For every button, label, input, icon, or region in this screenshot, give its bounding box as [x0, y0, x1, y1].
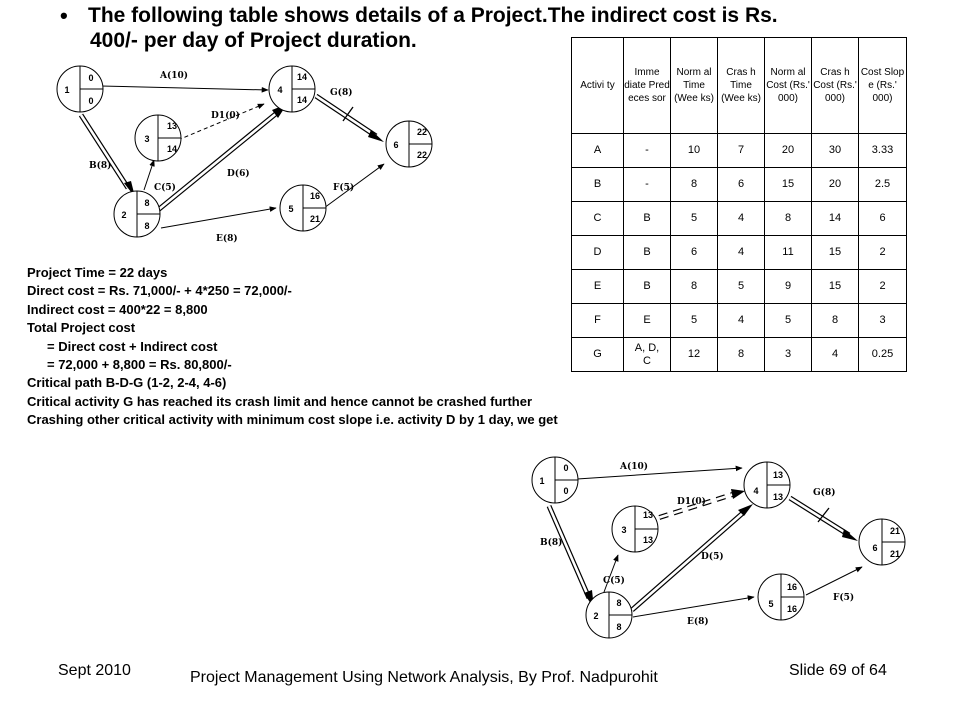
table-row [572, 202, 907, 236]
table-cell: 15 [812, 236, 859, 270]
table-cell: 14 [812, 202, 859, 236]
node-1 [532, 457, 578, 503]
edge-label-e: E(8) [216, 234, 238, 244]
edge-label-d1: D1(0) [211, 111, 240, 121]
table-cell: 0.25 [859, 338, 907, 372]
node-6-bottom: 21 [889, 549, 901, 559]
edge-label-a: A(10) [160, 71, 189, 81]
network-top [57, 66, 432, 244]
table-cell: 5 [718, 270, 765, 304]
table-cell: 3 [765, 338, 812, 372]
title-line-2: 400/- per day of Project duration. [90, 29, 417, 52]
node-5 [758, 574, 804, 620]
table-cell: B [624, 202, 671, 236]
node-1-id: 1 [64, 85, 70, 95]
table-cell: A, D, C [624, 338, 671, 372]
node-3-bottom: 13 [642, 535, 654, 545]
node-6-bottom: 22 [416, 150, 428, 160]
title-line-1: The following table shows details of a Project.The indirect cost is Rs. [88, 4, 778, 27]
node-5-bottom: 21 [309, 214, 321, 224]
footer-title: Project Management Using Network Analysis, By Prof. Nadpurohit [190, 669, 658, 686]
note-project-time: Project Time = 22 days [27, 265, 168, 280]
node-4-id: 4 [277, 85, 283, 95]
table-row [572, 338, 907, 372]
table-cell: 2 [859, 270, 907, 304]
table-cell: 30 [812, 134, 859, 168]
node-1-bottom: 0 [563, 486, 569, 496]
header-crash-cost: Cras h Cost (Rs.' 000) [812, 38, 859, 134]
table-cell: 4 [718, 304, 765, 338]
node-3-top: 13 [642, 510, 654, 520]
node-5-top: 16 [309, 191, 321, 201]
edge-b [549, 506, 594, 609]
table-cell: - [624, 134, 671, 168]
node-3-id: 3 [144, 134, 150, 144]
node-5-id: 5 [288, 204, 294, 214]
note-critical-path: Critical path B-D-G (1-2, 2-4, 4-6) [27, 375, 227, 391]
footer-date: Sept 2010 [58, 662, 131, 679]
header-normal-time: Norm al Time (Wee ks) [671, 38, 718, 134]
node-5-bottom: 16 [786, 604, 798, 614]
table-cell: 4 [718, 236, 765, 270]
edge-c [604, 555, 618, 592]
table-cell: B [572, 168, 624, 202]
table-row [572, 134, 907, 168]
node-4-top: 14 [296, 72, 308, 82]
footer-slide-number: Slide 69 of 64 [789, 662, 887, 679]
edge-label-d1: D1(0) [677, 497, 706, 507]
header-predecessor: Imme diate Pred eces sor [624, 38, 671, 134]
header-cost-slope: Cost Slop e (Rs.' 000) [859, 38, 907, 134]
node-2-bottom: 8 [144, 221, 150, 231]
edge-g [790, 498, 858, 541]
table-cell: B [624, 236, 671, 270]
node-4 [744, 462, 790, 508]
table-cell: 2.5 [859, 168, 907, 202]
edge-label-g: G(8) [813, 488, 836, 498]
edge-a [562, 468, 742, 480]
table-cell: B [624, 270, 671, 304]
node-2-top: 8 [616, 598, 622, 608]
node-6 [859, 519, 905, 565]
edge-label-c: C(5) [603, 576, 625, 586]
header-activity: Activi ty [572, 38, 624, 134]
note-indirect-cost: Indirect cost = 400*22 = 8,800 [27, 301, 208, 317]
note-total-value: = 72,000 + 8,800 = Rs. 80,800/- [47, 357, 232, 373]
node-6-top: 21 [889, 526, 901, 536]
edge-label-e: E(8) [687, 617, 709, 627]
node-3-id: 3 [621, 525, 627, 535]
node-4-bottom: 14 [296, 95, 308, 105]
edge-c [144, 160, 154, 190]
network-bottom [532, 457, 905, 638]
node-4-top: 13 [772, 470, 784, 480]
table-row [572, 236, 907, 270]
edge-label-b: B(8) [89, 161, 112, 171]
table-row [572, 270, 907, 304]
node-2 [114, 191, 160, 237]
node-4-bottom: 13 [772, 492, 784, 502]
note-crash-limit: Critical activity G has reached its crash limit and hence cannot be crashed further [27, 393, 533, 409]
node-3 [612, 506, 658, 552]
title-bullet: • [60, 3, 68, 28]
table-cell: 7 [718, 134, 765, 168]
table-cell: 15 [765, 168, 812, 202]
table-cell: C [572, 202, 624, 236]
table-cell: 5 [671, 304, 718, 338]
edge-e [633, 597, 754, 617]
table-cell: 8 [671, 168, 718, 202]
node-2-top: 8 [144, 198, 150, 208]
table-cell: F [572, 304, 624, 338]
table-cell: 6 [671, 236, 718, 270]
node-2-bottom: 8 [616, 622, 622, 632]
node-3-bottom: 14 [166, 144, 178, 154]
node-2-id: 2 [121, 210, 127, 220]
node-2-id: 2 [593, 611, 599, 621]
edge-b [81, 115, 135, 197]
table-cell: 10 [671, 134, 718, 168]
edge-f [806, 567, 862, 595]
table-cell: 4 [812, 338, 859, 372]
table-cell: 6 [859, 202, 907, 236]
table-cell: 5 [765, 304, 812, 338]
node-4-id: 4 [753, 486, 759, 496]
table-cell: 4 [718, 202, 765, 236]
table-cell: 8 [765, 202, 812, 236]
node-6-top: 22 [416, 127, 428, 137]
note-total-cost: Total Project cost [27, 320, 136, 336]
table-cell: 2 [859, 236, 907, 270]
header-crash-time: Cras h Time (Wee ks) [718, 38, 765, 134]
table-row [572, 304, 907, 338]
edge-label-a: A(10) [620, 462, 649, 472]
calculation-notes [27, 264, 558, 430]
node-6 [386, 121, 432, 167]
node-1-top: 0 [563, 463, 569, 473]
table-cell: E [572, 270, 624, 304]
table-cell: 5 [671, 202, 718, 236]
table-cell: 20 [812, 168, 859, 202]
edge-label-f: F(5) [833, 593, 855, 603]
node-5-top: 16 [786, 582, 798, 592]
table-cell: D [572, 236, 624, 270]
node-2 [586, 592, 632, 638]
header-normal-cost: Norm al Cost (Rs.' 000) [765, 38, 812, 134]
edge-label-f: F(5) [333, 183, 355, 193]
node-1 [57, 66, 103, 112]
node-6-id: 6 [872, 543, 878, 553]
table-cell: 8 [718, 338, 765, 372]
table-cell: 3.33 [859, 134, 907, 168]
table-cell: 9 [765, 270, 812, 304]
table-cell: 12 [671, 338, 718, 372]
table-cell: G [572, 338, 624, 372]
table-row [572, 168, 907, 202]
note-direct-cost: Direct cost = Rs. 71,000/- + 4*250 = 72,000/- [27, 283, 292, 299]
edge-a [101, 86, 268, 90]
table-cell: 20 [765, 134, 812, 168]
node-1-top: 0 [88, 73, 94, 83]
node-3 [135, 115, 181, 161]
table-cell: A [572, 134, 624, 168]
edge-e [161, 208, 276, 228]
edge-label-c: C(5) [154, 183, 176, 193]
table-cell: 3 [859, 304, 907, 338]
node-4 [269, 66, 315, 112]
node-5-id: 5 [768, 599, 774, 609]
table-cell: E [624, 304, 671, 338]
note-crash-d: Crashing other critical activity with minimum cost slope i.e. activity D by 1 day, we get [27, 412, 558, 428]
table-cell: 11 [765, 236, 812, 270]
edge-g [316, 96, 384, 142]
node-1-id: 1 [539, 476, 545, 486]
edge-label-g: G(8) [330, 88, 353, 98]
table-cell: 6 [718, 168, 765, 202]
table-cell: 8 [671, 270, 718, 304]
table-cell: 8 [812, 304, 859, 338]
edge-label-b: B(8) [540, 538, 563, 548]
edge-label-d: D(5) [701, 552, 724, 562]
note-total-formula: = Direct cost + Indirect cost [47, 338, 218, 354]
project-table [571, 37, 907, 372]
table-cell: 15 [812, 270, 859, 304]
node-5 [280, 185, 326, 231]
node-1-bottom: 0 [88, 96, 94, 106]
edge-label-d: D(6) [227, 169, 250, 179]
table-cell: - [624, 168, 671, 202]
node-6-id: 6 [393, 140, 399, 150]
node-3-top: 13 [166, 121, 178, 131]
table-header-row [572, 38, 907, 134]
